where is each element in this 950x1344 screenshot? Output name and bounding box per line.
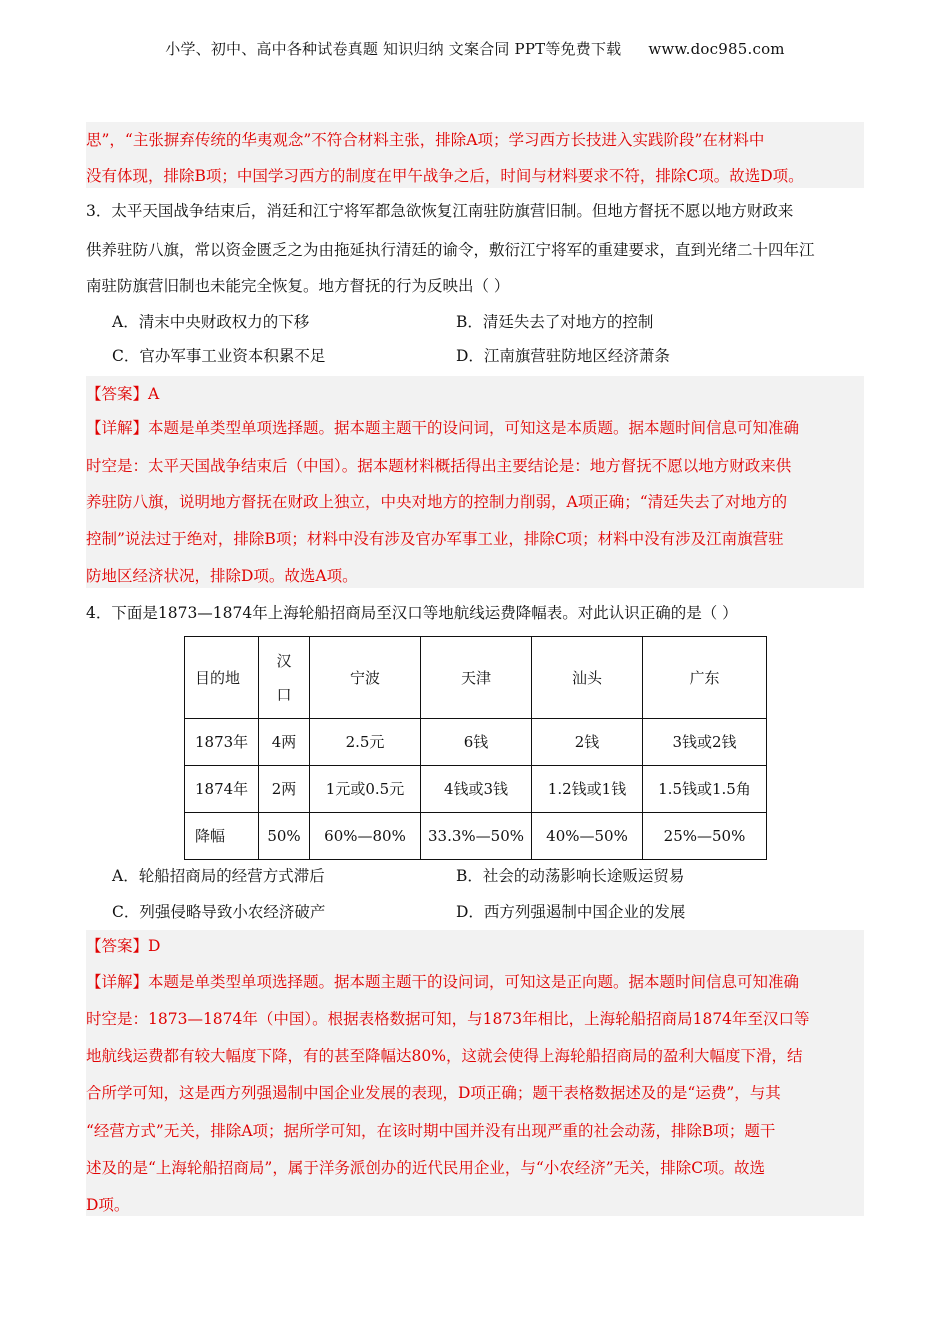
table-cell: 3钱或2钱 [643, 719, 767, 766]
q3-explain-line: 防地区经济状况，排除D项。故选A项。 [86, 567, 358, 585]
q3-stem-line: 供养驻防八旗，常以资金匮乏之为由拖延执行清廷的谕令，敷衍江宁将军的重建要求，直到光绪二十四年江 [86, 241, 815, 259]
hankou-char-2: 口 [276, 685, 292, 704]
table-header-cell: 目的地 [185, 637, 259, 719]
table-cell: 6钱 [421, 719, 532, 766]
q4-option-c: C．列强侵略导致小农经济破产 [112, 903, 326, 921]
table-cell: 50% [259, 813, 310, 860]
table-header-cell: 宁波 [310, 637, 421, 719]
q3-answer-block [86, 376, 864, 588]
table-cell: 1元或0.5元 [310, 766, 421, 813]
q3-explain-line: 【详解】本题是单类型单项选择题。据本题主题干的设问词，可知这是本质题。据本题时间信息可知准确 [86, 419, 800, 437]
q3-option-b: B．清廷失去了对地方的控制 [456, 313, 654, 331]
table-cell: 1.5钱或1.5角 [643, 766, 767, 813]
table-cell: 60%—80% [310, 813, 421, 860]
table-row [185, 719, 767, 766]
q4-answer: 【答案】D [86, 937, 161, 955]
table-cell: 2.5元 [310, 719, 421, 766]
q4-explain-line: D项。 [86, 1196, 130, 1214]
q3-explain-line: 养驻防八旗，说明地方督抚在财政上独立，中央对地方的控制力削弱，A项正确；“清廷失去了对地方的 [86, 493, 788, 511]
prev-explain-line: 思”，“主张摒弃传统的华夷观念”不符合材料主张，排除A项；学习西方长技进入实践阶段”在材料中 [86, 131, 765, 149]
q3-stem-line: 南驻防旗营旧制也未能完全恢复。地方督抚的行为反映出（ ） [86, 277, 510, 295]
table-header-cell: 汕头 [532, 637, 643, 719]
q3-explain-line: 控制”说法过于绝对，排除B项；材料中没有涉及官办军事工业，排除C项；材料中没有涉及江南旗营驻 [86, 530, 784, 548]
q3-explain-line: 时空是：太平天国战争结束后（中国）。据本题材料概括得出主要结论是：地方督抚不愿以地方财政来供 [86, 457, 792, 475]
table-cell: 33.3%—50% [421, 813, 532, 860]
freight-table [184, 636, 767, 860]
table-header-row [185, 637, 767, 719]
q3-answer: 【答案】A [86, 385, 160, 403]
prev-explain-line: 没有体现，排除B项；中国学习西方的制度在甲午战争之后，时间与材料要求不符，排除C项。故选D项。 [86, 167, 804, 185]
table-header-cell: 天津 [421, 637, 532, 719]
table-row [185, 813, 767, 860]
table-row [185, 766, 767, 813]
hankou-char-1: 汉 [276, 651, 292, 670]
q4-explain-line: 述及的是“上海轮船招商局”，属于洋务派创办的近代民用企业，与“小农经济”无关，排除C项。故选 [86, 1159, 766, 1177]
q4-option-a: A．轮船招商局的经营方式滞后 [112, 867, 325, 885]
header-site[interactable]: www.doc985.com [648, 40, 785, 58]
table-cell: 4两 [259, 719, 310, 766]
q3-option-a: A．清末中央财政权力的下移 [112, 313, 310, 331]
q4-explain-line: “经营方式”无关，排除A项；据所学可知，在该时期中国并没有出现严重的社会动荡，排除B项；题干 [86, 1122, 776, 1140]
q3-option-d: D．江南旗营驻防地区经济萧条 [456, 347, 670, 365]
q3-option-c: C．官办军事工业资本积累不足 [112, 347, 326, 365]
q4-explain-line: 合所学可知，这是西方列强遏制中国企业发展的表现，D项正确；题干表格数据述及的是“运费”，与其 [86, 1084, 781, 1102]
header-text: 小学、初中、高中各种试卷真题 知识归纳 文案合同 PPT等免费下载 [165, 40, 622, 58]
table-header-cell [259, 637, 310, 719]
table-cell: 25%—50% [643, 813, 767, 860]
table-cell: 1.2钱或1钱 [532, 766, 643, 813]
table-cell: 2钱 [532, 719, 643, 766]
table-cell: 40%—50% [532, 813, 643, 860]
table-header-cell: 广东 [643, 637, 767, 719]
q4-explain-line: 时空是：1873—1874年（中国）。根据表格数据可知，与1873年相比，上海轮船招商局1874年至汉口等 [86, 1010, 810, 1028]
q4-stem: 4．下面是1873—1874年上海轮船招商局至汉口等地航线运费降幅表。对此认识正确的是（ ） [86, 604, 738, 622]
q4-explain-line: 【详解】本题是单类型单项选择题。据本题主题干的设问词，可知这是正向题。据本题时间信息可知准确 [86, 973, 800, 991]
q4-option-b: B．社会的动荡影响长途贩运贸易 [456, 867, 685, 885]
table-cell: 2两 [259, 766, 310, 813]
page-header [0, 38, 950, 59]
q4-option-d: D．西方列强遏制中国企业的发展 [456, 903, 686, 921]
q4-explain-line: 地航线运费都有较大幅度下降，有的甚至降幅达80%，这就会使得上海轮船招商局的盈利大幅度下滑，结 [86, 1047, 803, 1065]
q3-stem-line: 3．太平天国战争结束后，消廷和江宁将军都急欲恢复江南驻防旗营旧制。但地方督抚不愿以地方财政来 [86, 202, 794, 220]
table-cell: 1873年 [185, 719, 259, 766]
table-cell: 降幅 [185, 813, 259, 860]
table-cell: 4钱或3钱 [421, 766, 532, 813]
table-cell: 1874年 [185, 766, 259, 813]
